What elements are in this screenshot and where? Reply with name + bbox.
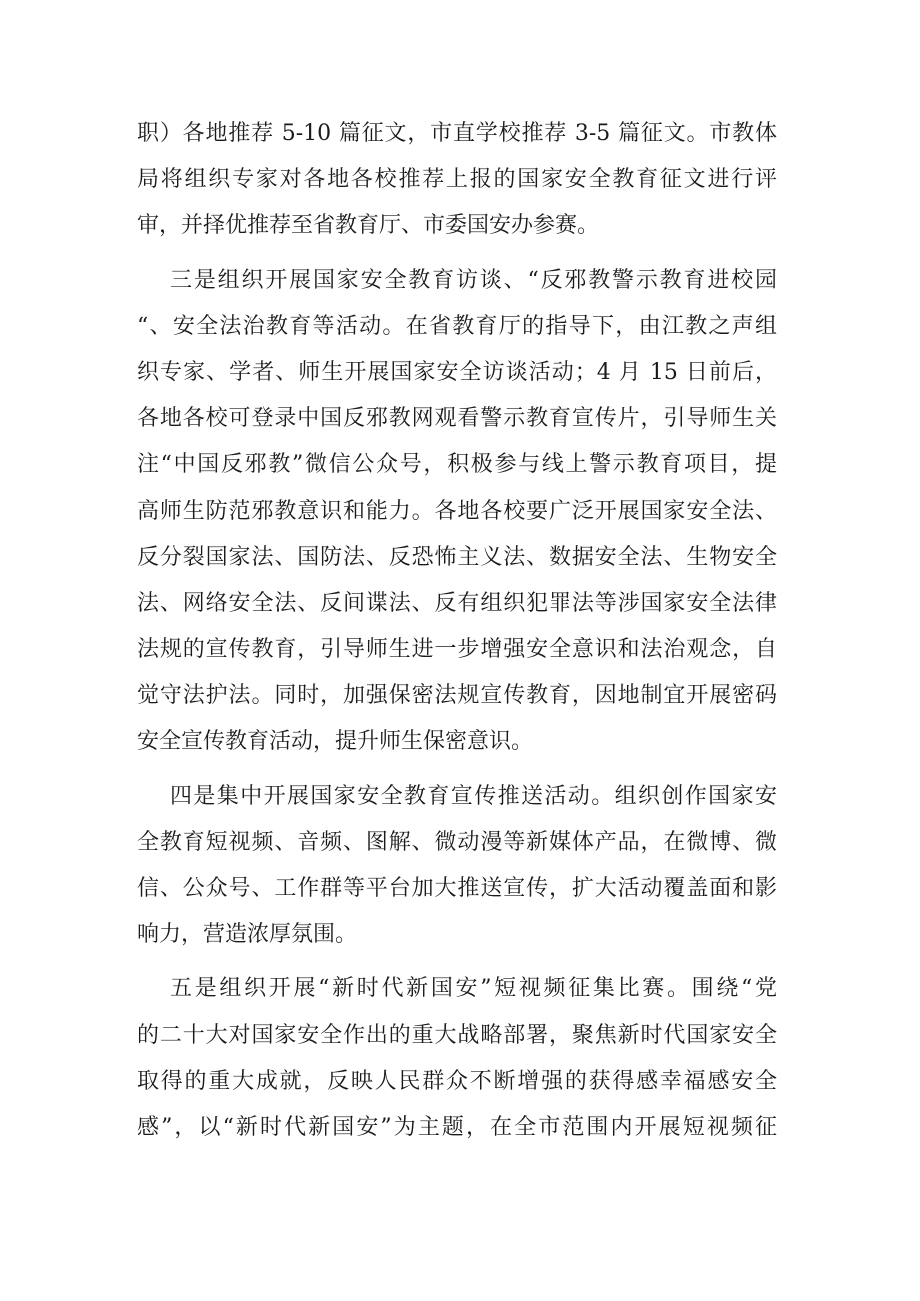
- text-line: 的二十大对国家安全作出的重大战略部署，聚焦新时代国家安全: [137, 1022, 777, 1048]
- text-line: 注“中国反邪教”微信公众号，积极参与线上警示教育项目，提: [137, 452, 777, 478]
- text-line: 职）各地推荐 5-10 篇征文，市直学校推荐 3-5 篇征文。市教体: [137, 121, 777, 146]
- text-line: 审，并择优推荐至省教育厅、市委国安办参赛。: [137, 213, 600, 239]
- text-line: 感”，以“新时代新国安”为主题，在全市范围内开展短视频征: [137, 1114, 777, 1140]
- text-line: 安全宣传教育活动，提升师生保密意识。: [137, 729, 534, 755]
- text-line: 全教育短视频、音频、图解、微动漫等新媒体产品，在微博、微: [137, 829, 777, 855]
- text-line: “、安全法治教育等活动。在省教育厅的指导下，由江教之声组: [137, 313, 777, 339]
- text-line: 各地各校可登录中国反邪教网观看警示教育宣传片，引导师生关: [137, 406, 777, 432]
- text-line: 高师生防范邪教意识和能力。各地各校要广泛开展国家安全法、: [137, 498, 777, 524]
- document-body: [137, 111, 777, 1151]
- text-line: 响力，营造浓厚氛围。: [137, 922, 358, 948]
- text-line: 信、公众号、工作群等平台加大推送宣传，扩大活动覆盖面和影: [137, 876, 777, 901]
- text-line: 局将组织专家对各地各校推荐上报的国家安全教育征文进行评: [137, 167, 777, 193]
- paragraph: [137, 966, 777, 1151]
- text-line: 反分裂国家法、国防法、反恐怖主义法、数据安全法、生物安全: [137, 544, 777, 570]
- text-line: 觉守法护法。同时，加强保密法规宣传教育，因地制宜开展密码: [137, 683, 777, 709]
- text-line: 四是集中开展国家安全教育宣传推送活动。组织创作国家安: [170, 783, 777, 809]
- paragraph: [137, 111, 777, 250]
- text-line: 织专家、学者、师生开展国家安全访谈活动；4 月 15 日前后，: [137, 359, 777, 385]
- text-line: 法规的宣传教育，引导师生进一步增强安全意识和法治观念，自: [137, 637, 777, 663]
- text-line: 取得的重大成就，反映人民群众不断增强的获得感幸福感安全: [137, 1068, 777, 1094]
- paragraph: [137, 774, 777, 959]
- text-line: 五是组织开展“新时代新国安”短视频征集比赛。围绕“党: [170, 976, 777, 1002]
- text-line: 三是组织开展国家安全教育访谈、“反邪教警示教育进校园: [170, 267, 777, 293]
- paragraph: [137, 258, 777, 766]
- text-line: 法、网络安全法、反间谍法、反有组织犯罪法等涉国家安全法律: [137, 590, 777, 616]
